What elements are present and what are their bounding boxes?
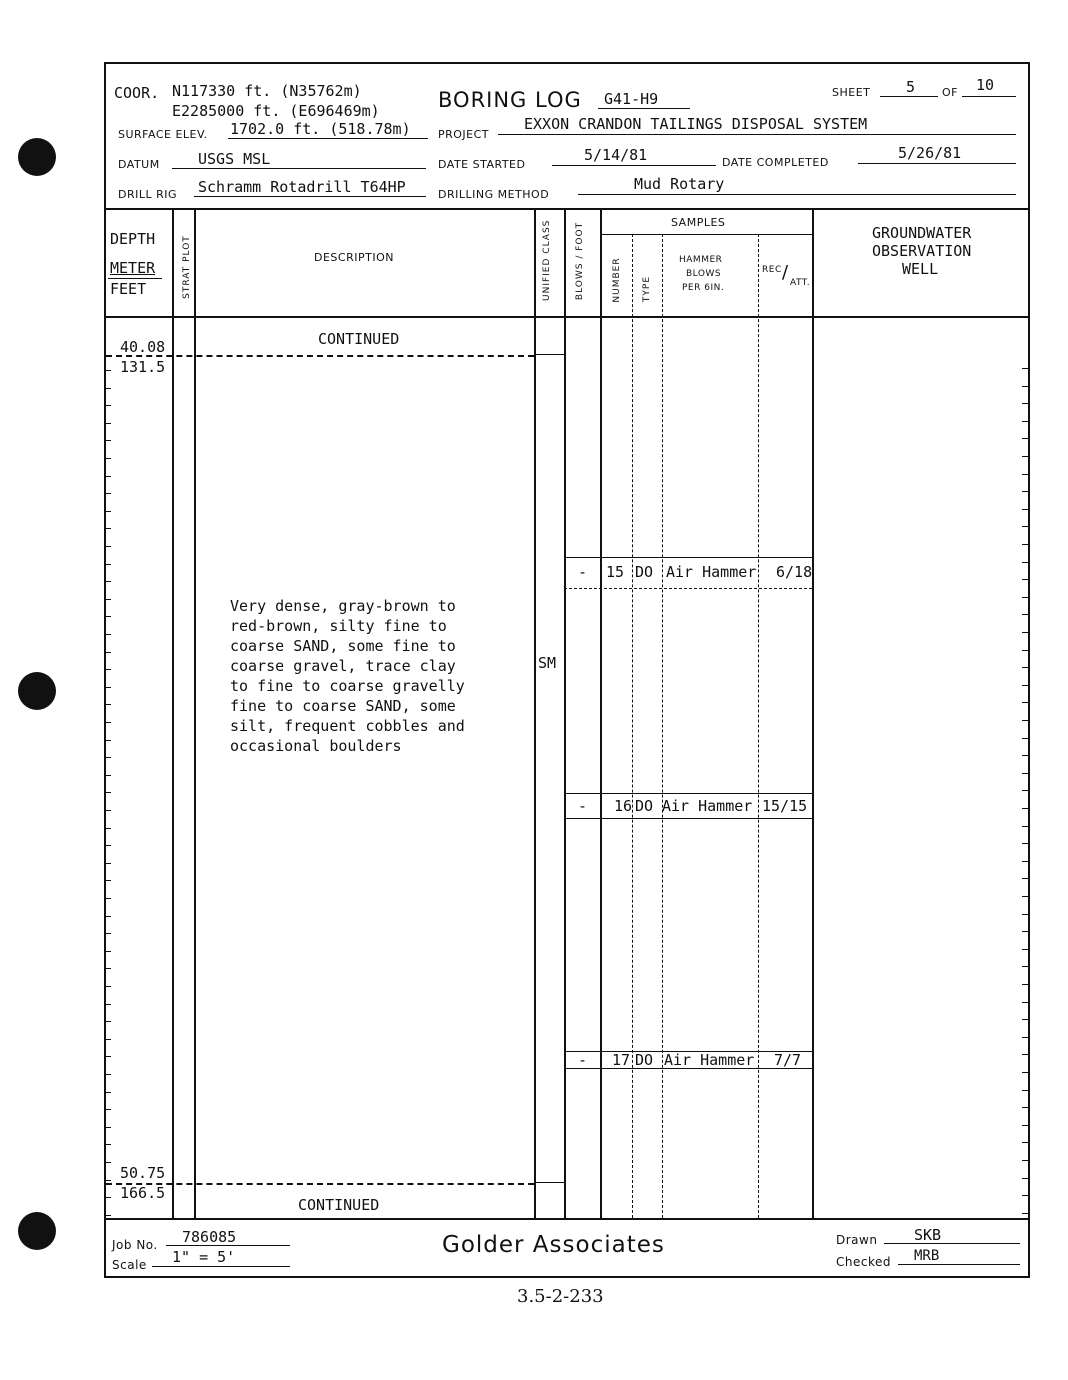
scale-label: Scale [112, 1258, 147, 1272]
well-tick [1022, 421, 1029, 422]
well-tick [1022, 1072, 1029, 1073]
col-description: DESCRIPTION [314, 251, 394, 264]
well-tick [1022, 438, 1029, 439]
depth-tick [104, 1197, 111, 1198]
depth-tick [104, 1021, 111, 1022]
well-tick [1022, 861, 1029, 862]
drilling-method-label: DRILLING METHOD [438, 188, 550, 201]
depth-tick [104, 493, 111, 494]
col-hammer-3: PER 6IN. [682, 283, 725, 293]
well-tick [1022, 1019, 1029, 1020]
well-tick [1022, 667, 1029, 668]
well-tick [1022, 1142, 1029, 1143]
depth-tick [104, 828, 111, 829]
coor-east: E2285000 ft. (E696469m) [172, 102, 380, 120]
well-tick [1022, 808, 1029, 809]
sample-blows: - [578, 1051, 588, 1069]
unified-class-value: SM [538, 654, 557, 672]
well-tick [1022, 1002, 1029, 1003]
depth-tick [104, 951, 111, 952]
depth-tick [104, 704, 111, 705]
well-tick [1022, 1037, 1029, 1038]
depth-tick [104, 722, 111, 723]
depth-tick [104, 775, 111, 776]
depth-tick [104, 405, 111, 406]
depth-tick [104, 634, 111, 635]
well-tick [1022, 544, 1029, 545]
depth-tick [104, 1215, 111, 1216]
well-tick [1022, 738, 1029, 739]
well-tick [1022, 456, 1029, 457]
col-hammer-1: HAMMER [679, 255, 723, 265]
well-tick [1022, 1090, 1029, 1091]
well-tick [1022, 773, 1029, 774]
sample-rec: 15/15 [762, 797, 808, 815]
col-groundwater-2: OBSERVATION [872, 242, 972, 260]
well-tick [1022, 1213, 1029, 1214]
col-feet: FEET [110, 280, 147, 298]
well-tick [1022, 878, 1029, 879]
well-tick [1022, 1054, 1029, 1055]
col-depth: DEPTH [110, 230, 156, 248]
sample-type: DO [635, 1051, 654, 1069]
job-label: Job No. [112, 1238, 158, 1252]
well-tick [1022, 1178, 1029, 1179]
sheet-total: 10 [976, 76, 995, 94]
depth-tick [104, 1039, 111, 1040]
col-rec: REC [762, 265, 782, 275]
depth-tick [104, 880, 111, 881]
surface-elev: 1702.0 ft. (518.78m) [230, 120, 411, 138]
depth-tick [104, 1004, 111, 1005]
depth-tick [104, 440, 111, 441]
of-label: OF [942, 86, 958, 99]
depth-tick [104, 757, 111, 758]
depth-tick [104, 792, 111, 793]
col-number: NUMBER [612, 257, 622, 303]
sample-hammer: Air Hammer [664, 1051, 755, 1069]
sample-hammer: Air Hammer [662, 797, 753, 815]
col-type: TYPE [642, 275, 652, 303]
well-tick [1022, 386, 1029, 387]
job-number: 786085 [182, 1228, 237, 1246]
depth-tick [104, 1109, 111, 1110]
well-tick [1022, 790, 1029, 791]
sheet-label: SHEET [832, 86, 871, 99]
well-tick [1022, 526, 1029, 527]
depth-tick [104, 458, 111, 459]
depth-tick [104, 687, 111, 688]
col-unified-class: UNIFIED CLASS [542, 219, 552, 301]
sample-rec: 6/18 [776, 563, 813, 581]
depth-tick [104, 916, 111, 917]
boring-id: G41-H9 [604, 90, 659, 108]
well-tick [1022, 474, 1029, 475]
datum-value: USGS MSL [198, 150, 271, 168]
well-tick [1022, 720, 1029, 721]
sample-blows: - [578, 797, 588, 815]
depth-tick [104, 863, 111, 864]
date-completed-label: DATE COMPLETED [722, 156, 829, 169]
depth-tick [104, 423, 111, 424]
checked-label: Checked [836, 1255, 891, 1269]
sample-rec: 7/7 [774, 1051, 802, 1069]
drawn-value: SKB [914, 1226, 942, 1244]
depth-tick [104, 986, 111, 987]
well-tick [1022, 632, 1029, 633]
well-tick [1022, 650, 1029, 651]
well-tick [1022, 1125, 1029, 1126]
continued-bottom: CONTINUED [298, 1196, 380, 1214]
well-tick [1022, 931, 1029, 932]
depth-tick [104, 599, 111, 600]
depth-tick [104, 845, 111, 846]
depth-tick [104, 1144, 111, 1145]
depth-tick [104, 370, 111, 371]
drill-rig-value: Schramm Rotadrill T64HP [198, 178, 406, 196]
binder-hole [18, 138, 56, 176]
col-meter: METER [110, 259, 156, 277]
sample-number: 17 [612, 1051, 631, 1069]
project-label: PROJECT [438, 128, 490, 141]
depth-tick [104, 388, 111, 389]
sample-type: DO [635, 563, 654, 581]
well-tick [1022, 1107, 1029, 1108]
drilling-method-value: Mud Rotary [634, 175, 725, 193]
well-tick [1022, 702, 1029, 703]
well-tick [1022, 368, 1029, 369]
date-started-label: DATE STARTED [438, 158, 526, 171]
well-tick [1022, 984, 1029, 985]
bottom-depth-meter: 50.75 [120, 1164, 166, 1182]
scale-value: 1" = 5' [172, 1248, 236, 1266]
depth-tick [104, 1162, 111, 1163]
depth-tick [104, 581, 111, 582]
company-name: Golder Associates [442, 1232, 665, 1258]
sheet-number: 5 [906, 78, 916, 96]
bottom-depth-feet: 166.5 [120, 1184, 166, 1202]
sample-hammer: Air Hammer [666, 563, 757, 581]
date-started-value: 5/14/81 [584, 146, 648, 164]
depth-tick [104, 1180, 111, 1181]
depth-tick [104, 933, 111, 934]
col-groundwater-3: WELL [902, 260, 939, 278]
col-hammer-2: BLOWS [686, 269, 722, 279]
sample-number: 16 [614, 797, 633, 815]
well-tick [1022, 914, 1029, 915]
datum-label: DATUM [118, 158, 160, 171]
depth-tick [104, 1127, 111, 1128]
well-tick [1022, 614, 1029, 615]
binder-hole [18, 1212, 56, 1250]
col-groundwater-1: GROUNDWATER [872, 224, 972, 242]
well-tick [1022, 403, 1029, 404]
depth-tick [104, 564, 111, 565]
soil-description: Very dense, gray-brown to red-brown, silty fine to coarse SAND, some fine to coarse gravel, trace clay to fine to coarse gravelly fine to coarse SAND, some silt, frequent cobbles and occasional boulders [230, 597, 465, 755]
col-strat-plot: STRAT PLOT [182, 235, 192, 299]
well-tick [1022, 1160, 1029, 1161]
boring-log-title: BORING LOG [438, 88, 582, 112]
depth-tick [104, 968, 111, 969]
depth-tick [104, 528, 111, 529]
well-tick [1022, 755, 1029, 756]
depth-tick [104, 669, 111, 670]
depth-tick [104, 616, 111, 617]
well-tick [1022, 896, 1029, 897]
sample-number: 15 [606, 563, 625, 581]
depth-tick [104, 652, 111, 653]
depth-tick [104, 1092, 111, 1093]
sample-blows: - [578, 563, 588, 581]
top-depth-meter: 40.08 [120, 338, 166, 356]
surface-elev-label: SURFACE ELEV. [118, 128, 208, 141]
top-depth-feet: 131.5 [120, 358, 166, 376]
depth-tick [104, 740, 111, 741]
well-tick [1022, 491, 1029, 492]
depth-tick [104, 810, 111, 811]
col-att: ATT. [790, 278, 811, 288]
depth-tick [104, 1056, 111, 1057]
well-tick [1022, 949, 1029, 950]
well-tick [1022, 685, 1029, 686]
coor-label: COOR. [114, 84, 160, 102]
well-tick [1022, 579, 1029, 580]
col-samples: SAMPLES [671, 216, 726, 229]
depth-tick [104, 898, 111, 899]
depth-tick [104, 1074, 111, 1075]
date-completed-value: 5/26/81 [898, 144, 962, 162]
drawn-label: Drawn [836, 1233, 878, 1247]
depth-tick [104, 511, 111, 512]
depth-tick [104, 476, 111, 477]
col-blows-foot: BLOWS / FOOT [575, 221, 585, 301]
checked-value: MRB [914, 1248, 940, 1264]
well-tick [1022, 843, 1029, 844]
coor-north: N117330 ft. (N35762m) [172, 82, 362, 100]
well-tick [1022, 1195, 1029, 1196]
well-tick [1022, 966, 1029, 967]
project-value: EXXON CRANDON TAILINGS DISPOSAL SYSTEM [524, 115, 868, 133]
page-number: 3.5-2-233 [517, 1286, 604, 1307]
well-tick [1022, 509, 1029, 510]
continued-top: CONTINUED [318, 330, 400, 348]
well-tick [1022, 597, 1029, 598]
well-tick [1022, 826, 1029, 827]
depth-tick [104, 546, 111, 547]
binder-hole [18, 672, 56, 710]
well-tick [1022, 562, 1029, 563]
drill-rig-label: DRILL RIG [118, 188, 178, 201]
sample-type: DO [635, 797, 654, 815]
